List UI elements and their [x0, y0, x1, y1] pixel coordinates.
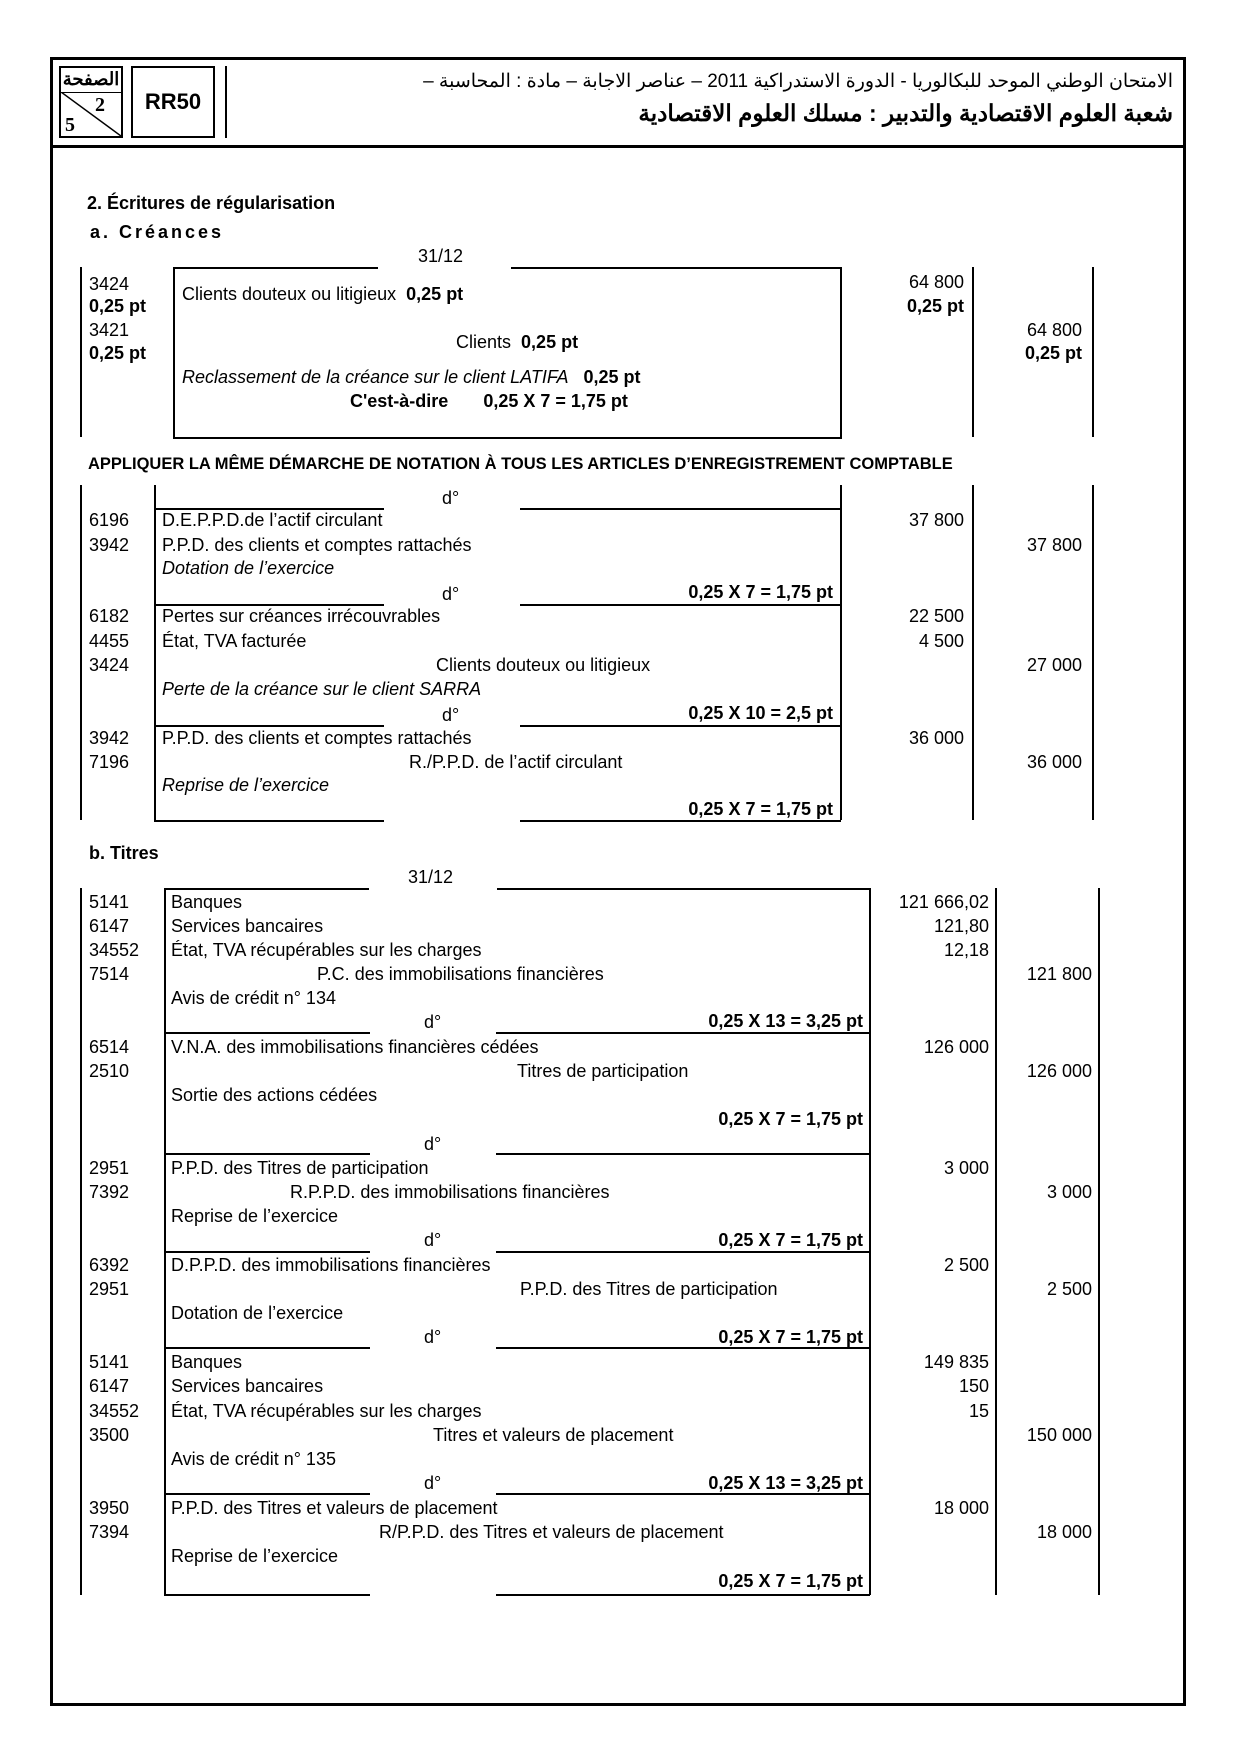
- credit-label: Clients douteux ou litigieux: [436, 655, 651, 675]
- debit-label: Banques: [171, 892, 243, 912]
- credit-label: R/P.P.D. des Titres et valeurs de placement: [379, 1522, 724, 1542]
- account-number: 7514: [89, 964, 130, 984]
- exam-code: RR50: [131, 66, 215, 138]
- score: 0,25 X 7 = 1,75 pt: [718, 1571, 863, 1591]
- account-number: 6196: [89, 510, 130, 530]
- separator-left: [164, 1153, 370, 1155]
- page-number: 2: [95, 94, 105, 116]
- debit-amount: 2 500: [943, 1255, 989, 1275]
- entry-date: 31/12: [408, 867, 454, 887]
- entry-description: Dotation de l’exercice: [171, 1303, 344, 1323]
- exam-header: [53, 60, 1183, 148]
- ditto-label: d°: [424, 1473, 442, 1493]
- debit-label: P.P.D. des Titres et valeurs de placement: [171, 1498, 498, 1518]
- separator-right: [520, 725, 841, 727]
- separator-left: [164, 1251, 370, 1253]
- journal-rule: [972, 485, 974, 820]
- debit-amount: 36 000: [908, 728, 964, 748]
- debit-label: Clients douteux ou litigieux 0,25 pt: [182, 284, 464, 304]
- account-number: 6182: [89, 606, 130, 626]
- entry-description: Reprise de l’exercice: [171, 1546, 339, 1566]
- debit-label: P.P.D. des Titres de participation: [171, 1158, 429, 1178]
- account-number: 3950: [89, 1498, 130, 1518]
- debit-label: Banques: [171, 1352, 243, 1372]
- score: 0,25 X 7 = 1,75 pt: [718, 1109, 863, 1129]
- journal-rule: [154, 485, 156, 820]
- debit-label: P.P.D. des clients et comptes rattachés: [162, 728, 472, 748]
- account-number: 4455: [89, 631, 130, 651]
- ditto-label: d°: [424, 1012, 442, 1032]
- account-number: 3500: [89, 1425, 130, 1445]
- credit-label: R./P.P.D. de l’actif circulant: [409, 752, 623, 772]
- credit-amount: 3 000: [1046, 1182, 1092, 1202]
- account-number: 2510: [89, 1061, 130, 1081]
- account-number: 3424: [89, 655, 130, 675]
- entry-description: Dotation de l’exercice: [162, 558, 335, 578]
- credit-amount: 36 000: [1026, 752, 1082, 772]
- debit-amount: 150: [958, 1376, 989, 1396]
- debit-amount: 37 800: [908, 510, 964, 530]
- header-line-2: شعبة العلوم الاقتصادية والتدبير : مسلك العلوم الاقتصادية: [638, 100, 1173, 126]
- score: 0,25 X 10 = 2,5 pt: [688, 703, 833, 723]
- score: 0,25 X 7 = 1,75 pt: [718, 1327, 863, 1347]
- score: 0,25 X 7 = 1,75 pt: [688, 582, 833, 602]
- debit-amount: 18 000: [933, 1498, 989, 1518]
- account-number: 3424: [89, 274, 130, 294]
- page-total: 5: [65, 114, 75, 136]
- ditto-label: d°: [424, 1230, 442, 1250]
- score: 0,25 pt: [906, 296, 964, 316]
- section-title: 2. Écritures de régularisation: [87, 193, 336, 213]
- page-label: الصفحة: [61, 68, 121, 93]
- scoring-note: C'est-à-dire 0,25 X 7 = 1,75 pt: [350, 391, 628, 411]
- debit-amount: 121 666,02: [898, 892, 989, 912]
- score: 0,25 pt: [89, 296, 147, 316]
- header-divider: [225, 66, 227, 138]
- credit-amount: 27 000: [1026, 655, 1082, 675]
- account-number: 6514: [89, 1037, 130, 1057]
- score: 0,25 pt: [1024, 343, 1082, 363]
- ditto-label: d°: [442, 584, 460, 604]
- separator-right: [496, 1153, 870, 1155]
- account-number: 6392: [89, 1255, 130, 1275]
- credit-label: P.C. des immobilisations financières: [317, 964, 604, 984]
- credit-amount: 64 800: [1026, 320, 1082, 340]
- separator-left: [164, 1594, 370, 1596]
- date-line-left: [173, 267, 378, 269]
- account-number: 3421: [89, 320, 130, 340]
- account-number: 3942: [89, 728, 130, 748]
- account-number: 2951: [89, 1158, 130, 1178]
- date-line-right: [511, 267, 840, 269]
- entry-date: 31/12: [418, 246, 464, 266]
- debit-label: D.P.P.D. des immobilisations financières: [171, 1255, 491, 1275]
- credit-amount: 121 800: [1026, 964, 1092, 984]
- ditto-label: d°: [424, 1134, 442, 1154]
- ditto-label: d°: [424, 1327, 442, 1347]
- journal-rule: [972, 267, 974, 437]
- debit-label: Pertes sur créances irrécouvrables: [162, 606, 441, 626]
- entry-description: Reclassement de la créance sur le client LATIFA 0,25 pt: [182, 367, 641, 387]
- debit-label: D.E.P.P.D.de l’actif circulant: [162, 510, 383, 530]
- entry-description: Reprise de l’exercice: [171, 1206, 339, 1226]
- account-number: 5141: [89, 1352, 130, 1372]
- account-number: 7392: [89, 1182, 130, 1202]
- scoring-notice: APPLIQUER LA MÊME DÉMARCHE DE NOTATION À TOUS LES ARTICLES D’ENREGISTREMENT COMPTABLE: [88, 455, 953, 473]
- page-number-box: [59, 66, 123, 138]
- score: 0,25 X 7 = 1,75 pt: [688, 799, 833, 819]
- account-number: 34552: [89, 1401, 140, 1421]
- separator-right: [496, 1251, 870, 1253]
- debit-amount: 15: [968, 1401, 989, 1421]
- account-number: 6147: [89, 916, 130, 936]
- credit-amount: 150 000: [1026, 1425, 1092, 1445]
- journal-rule: [80, 267, 82, 437]
- debit-label: Services bancaires: [171, 1376, 324, 1396]
- journal-rule: [1098, 888, 1100, 1595]
- journal-rule: [1092, 485, 1094, 820]
- separator-right: [520, 604, 841, 606]
- journal-rule: [995, 888, 997, 1595]
- credit-label: P.P.D. des clients et comptes rattachés: [162, 535, 472, 555]
- score: 0,25 X 13 = 3,25 pt: [708, 1011, 863, 1031]
- credit-amount: 2 500: [1046, 1279, 1092, 1299]
- account-number: 7394: [89, 1522, 130, 1542]
- credit-amount: 126 000: [1026, 1061, 1092, 1081]
- entry-end-line: [173, 437, 842, 439]
- debit-amount: 149 835: [923, 1352, 989, 1372]
- journal-rule: [869, 888, 871, 1595]
- separator-left: [164, 1347, 370, 1349]
- debit-amount: 121,80: [933, 916, 989, 936]
- debit-label: État, TVA facturée: [162, 631, 307, 651]
- journal-rule: [840, 485, 842, 820]
- score: 0,25 pt: [89, 343, 147, 363]
- header-line-1: الامتحان الوطني الموحد للبكالوريا - الدورة الاستدراكية 2011 – عناصر الاجابة – مادة : المحاسبة –: [423, 71, 1173, 92]
- separator-right: [496, 1594, 870, 1596]
- debit-amount: 4 500: [918, 631, 964, 651]
- journal-rule: [1092, 267, 1094, 437]
- credit-label: Titres et valeurs de placement: [433, 1425, 674, 1445]
- credit-label: P.P.D. des Titres de participation: [520, 1279, 778, 1299]
- journal-rule: [840, 267, 842, 437]
- entry-description: Avis de crédit n° 134: [171, 988, 336, 1008]
- account-number: 2951: [89, 1279, 130, 1299]
- date-line-left: [164, 888, 369, 890]
- credit-label: R.P.P.D. des immobilisations financières: [290, 1182, 610, 1202]
- date-line-right: [497, 888, 870, 890]
- credit-amount: 37 800: [1026, 535, 1082, 555]
- debit-amount: 64 800: [908, 272, 964, 292]
- debit-amount: 12,18: [943, 940, 989, 960]
- debit-label: État, TVA récupérables sur les charges: [171, 1401, 482, 1421]
- account-number: 34552: [89, 940, 140, 960]
- journal-rule: [173, 267, 175, 437]
- separator-left: [164, 1032, 370, 1034]
- debit-amount: 22 500: [908, 606, 964, 626]
- separator-left: [154, 820, 384, 822]
- ditto-label: d°: [442, 705, 460, 725]
- creances-title: a. Créances: [90, 222, 225, 242]
- separator-right: [520, 820, 841, 822]
- entry-description: Avis de crédit n° 135: [171, 1449, 336, 1469]
- credit-amount: 18 000: [1036, 1522, 1092, 1542]
- journal-rule: [80, 888, 82, 1595]
- journal-rule: [164, 888, 166, 1595]
- titres-title: b. Titres: [89, 843, 159, 863]
- score: 0,25 X 7 = 1,75 pt: [718, 1230, 863, 1250]
- account-number: 7196: [89, 752, 130, 772]
- entry-description: Reprise de l’exercice: [162, 775, 330, 795]
- entry-description: Sortie des actions cédées: [171, 1085, 378, 1105]
- debit-amount: 3 000: [943, 1158, 989, 1178]
- score: 0,25 X 13 = 3,25 pt: [708, 1473, 863, 1493]
- journal-rule: [80, 485, 82, 820]
- debit-amount: 126 000: [923, 1037, 989, 1057]
- account-number: 6147: [89, 1376, 130, 1396]
- entry-description: Perte de la créance sur le client SARRA: [162, 679, 482, 699]
- account-number: 3942: [89, 535, 130, 555]
- separator-left: [164, 1493, 370, 1495]
- debit-label: V.N.A. des immobilisations financières cédées: [171, 1037, 539, 1057]
- debit-label: État, TVA récupérables sur les charges: [171, 940, 482, 960]
- ditto-label: d°: [442, 488, 460, 508]
- account-number: 5141: [89, 892, 130, 912]
- credit-label: Clients 0,25 pt: [456, 332, 579, 352]
- credit-label: Titres de participation: [517, 1061, 689, 1081]
- separator-right: [520, 508, 841, 510]
- debit-label: Services bancaires: [171, 916, 324, 936]
- separator-right: [496, 1032, 870, 1034]
